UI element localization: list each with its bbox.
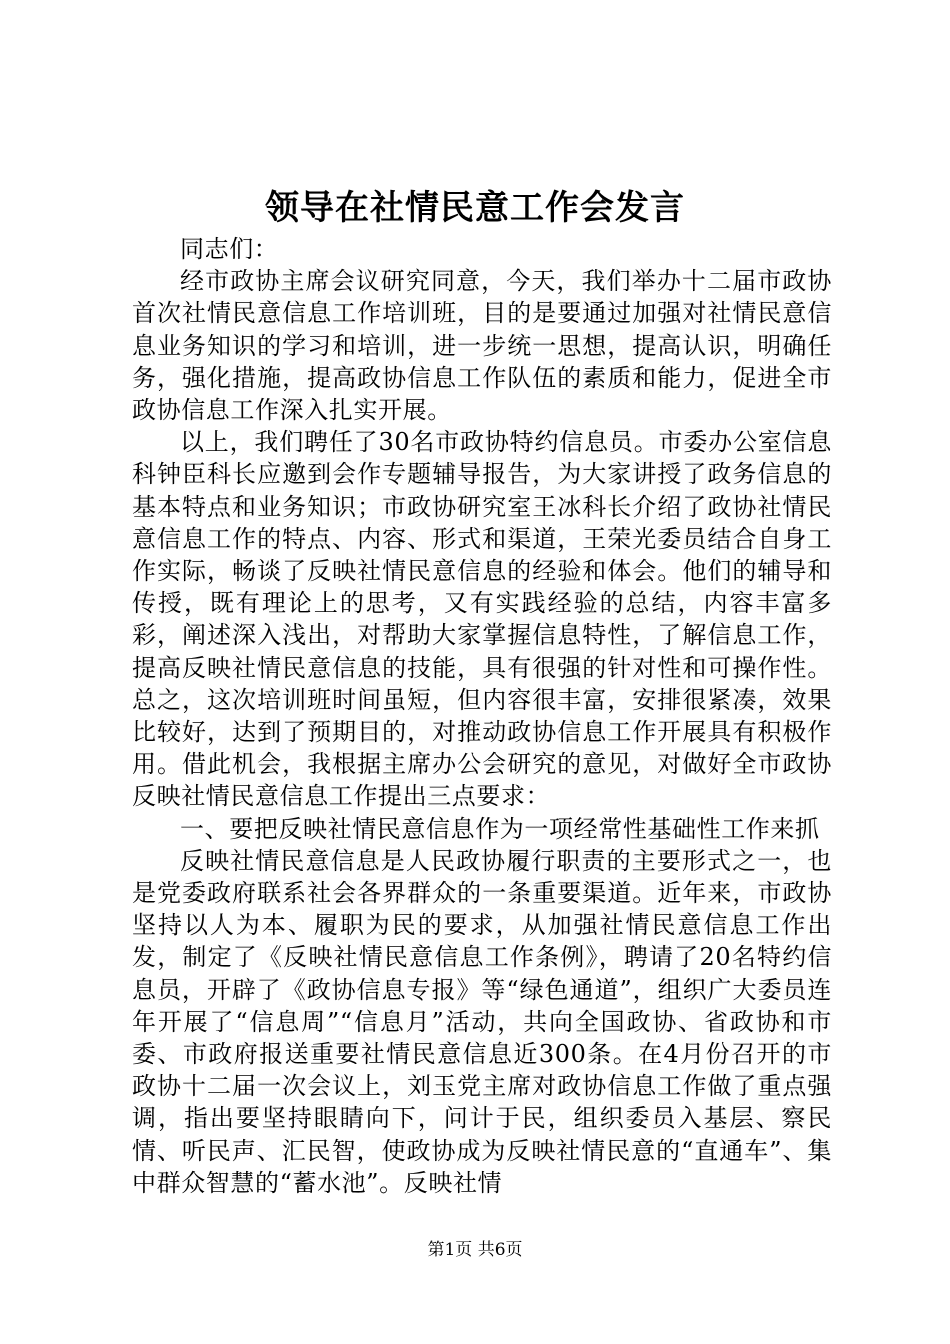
salutation: 同志们： xyxy=(180,235,279,263)
body-paragraph: 经市政协主席会议研究同意，今天，我们举办十二届市政协首次社情民意信息工作培训班，目的是要通过加强对社情民意信息业务知识的学习和培训，进一步统一思想，提高认识，明确任务，强化措施，提高政协信息工作队伍的素质和能力，促进全市政协信息工作深入扎实开展。 xyxy=(132,267,832,425)
body-paragraph: 以上，我们聘任了30名市政协特约信息员。市委办公室信息科钟臣科长应邀到会作专题辅导报告，为大家讲授了政务信息的基本特点和业务知识；市政协研究室王冰科长介绍了政协社情民意信息工作的特点、内容、形式和渠道，王荣光委员结合自身工作实际，畅谈了反映社情民意信息的经验和体会。他们的辅导和传授，既有理论上的思考，又有实践经验的总结，内容丰富多彩，阐述深入浅出，对帮助大家掌握信息特性，了解信息工作，提高反映社情民意信息的技能，具有很强的针对性和可操作性。总之，这次培训班时间虽短，但内容很丰富，安排很紧凑，效果比较好，达到了预期目的，对推动政协信息工作开展具有积极作用。借此机会，我根据主席办公会研究的意见，对做好全市政协反映社情民意信息工作提出三点要求： xyxy=(132,428,832,811)
document-body xyxy=(132,233,832,1199)
body-paragraph: 反映社情民意信息是人民政协履行职责的主要形式之一，也是党委政府联系社会各界群众的一条重要渠道。近年来，市政协坚持以人为本、履职为民的要求，从加强社情民意信息工作出发，制定了《反映社情民意信息工作条例》，聘请了20名特约信息员，开辟了《政协信息专报》等“绿色通道”，组织广大委员连年开展了“信息周”“信息月”活动，共向全国政协、省政协和市委、市政府报送重要社情民意信息近300条。在4月份召开的市政协十二届一次会议上，刘玉党主席对政协信息工作做了重点强调，指出要坚持眼睛向下，问计于民，组织委员入基层、察民情、听民声、汇民智，使政协成为反映社情民意的“直通车”、集中群众智慧的“蓄水池”。反映社情 xyxy=(132,846,832,1197)
document-title: 领导在社情民意工作会发言 xyxy=(265,188,685,228)
section-heading: 一、要把反映社情民意信息作为一项经常性基础性工作来抓 xyxy=(180,814,820,843)
page-number: 第1页 共6页 xyxy=(427,1240,523,1260)
